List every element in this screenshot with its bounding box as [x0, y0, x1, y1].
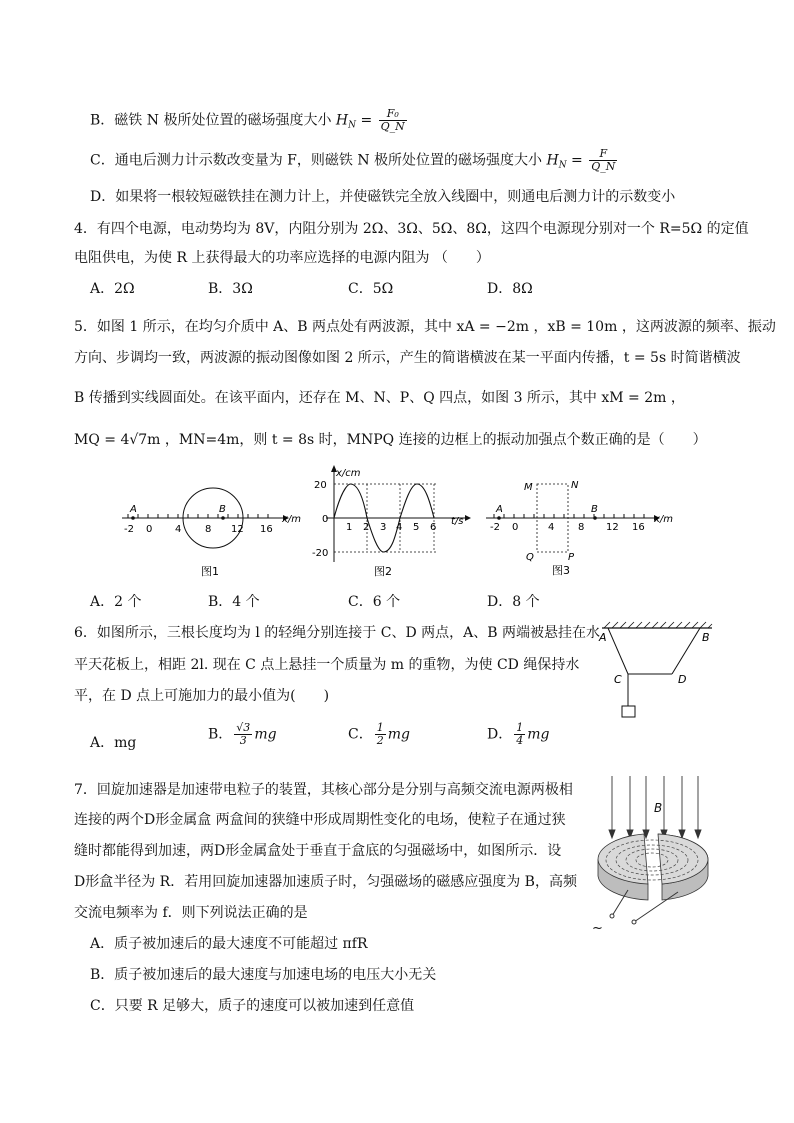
q6-figure: [594, 620, 720, 724]
q5-stem-line4: MQ = 4√7m ，MN=4m，则 t = 8s 时，MNPQ 连接的边框上的振动加强点个数正确的是（ ）: [74, 432, 707, 448]
fig2-x-unit: t/s: [451, 516, 464, 527]
q4-stem-line2: 电阻供电，为使 R 上获得最大的功率应选择的电源内阻为 （ ）: [74, 250, 490, 266]
q5-figure-3: [482, 470, 682, 586]
q4-option-b: B．3Ω: [208, 281, 253, 297]
q7-fig-ac-symbol: ~: [592, 921, 603, 936]
q6-stem-line1: 6．如图所示，三根长度均为 l 的轻绳分别连接于 C、D 两点，A、B 两端被悬挂在水: [74, 625, 600, 641]
fig1-tick: 12: [231, 524, 244, 535]
q4-option-d: D．8Ω: [487, 281, 533, 297]
q3-option-c-fraction: [589, 148, 617, 173]
q3-option-c-text: C．通电后测力计示数改变量为 F，则磁铁 N 极所处位置的磁场强度大小: [90, 152, 543, 169]
q3-option-b-var: H: [335, 112, 349, 129]
q6-option-d-unit: mg: [527, 726, 550, 743]
fig3-tick: 0: [512, 522, 519, 533]
q7-stem-line4: D形盒半径为 R．若用回旋加速器加速质子时，匀强磁场的磁感应强度为 B，高频: [74, 874, 577, 890]
fig3-label-b: B: [591, 504, 598, 515]
q6-option-c-prefix: C．: [348, 726, 373, 743]
fig3-axis-unit: x/m: [654, 514, 674, 525]
q6-option-c: [348, 722, 410, 747]
fig1-label-b: B: [219, 504, 226, 515]
q5-option-d: D．8 个: [487, 594, 540, 610]
q6-option-c-unit: mg: [387, 726, 410, 743]
q4-option-a: A．2Ω: [90, 281, 135, 297]
fig3-label-p: P: [568, 552, 575, 563]
fig1-tick: -2: [124, 524, 134, 535]
fig1-caption: 图1: [201, 565, 219, 578]
q7-option-b: B．质子被加速后的最大速度与加速电场的电压大小无关: [90, 967, 437, 983]
q7-option-c: C．只要 R 足够大，质子的速度可以被加速到任意值: [90, 998, 415, 1014]
q6-option-b-unit: mg: [254, 726, 277, 743]
fig1-tick: 4: [175, 524, 182, 535]
q5-stem-line3: B 传播到实线圆面处。在该平面内，还存在 M、N、P、Q 四点，如图 3 所示，其中 xM = 2m ，: [74, 390, 685, 406]
fig3-label-a: A: [496, 504, 503, 515]
fig2-y-tick: -20: [312, 548, 329, 559]
q4-option-c: C．5Ω: [348, 281, 394, 297]
q6-option-b-fraction: [234, 722, 252, 747]
fig2-x-tick: 3: [380, 522, 387, 533]
q5-stem-line1: 5．如图 1 所示，在均匀介质中 A、B 两点处有两波源，其中 xA = −2m ，xB = 10m ，这两波源的频率、振动: [74, 319, 776, 335]
q7-option-a: A．质子被加速后的最大速度不可能超过 πfR: [90, 936, 368, 952]
q6-option-a: A．mg: [90, 735, 137, 751]
q6-option-c-num: 1: [376, 721, 384, 734]
fig3-label-m: M: [524, 482, 533, 493]
q5-figure-1: [118, 466, 308, 586]
fig2-y-tick: 0: [322, 514, 329, 525]
q6-option-c-fraction: [375, 722, 386, 747]
q6-fig-label-c: C: [614, 673, 622, 686]
q6-option-c-den: 2: [376, 734, 384, 747]
q3-option-b-den: Q_N: [380, 120, 405, 133]
q6-fig-label-d: D: [678, 673, 687, 686]
q5-option-c: C．6 个: [348, 594, 401, 610]
fig2-x-tick: 1: [346, 522, 353, 533]
q3-option-b-text: B．磁铁 N 极所处位置的磁场强度大小: [90, 112, 332, 129]
q5-option-b: B．4 个: [208, 594, 260, 610]
fig2-x-tick: 4: [396, 522, 403, 533]
fig3-label-n: N: [571, 480, 579, 491]
q7-fig-label-b: B: [654, 801, 663, 815]
q3-option-c-den: Q_N: [591, 160, 616, 173]
fig1-label-a: A: [130, 504, 137, 515]
fig3-label-q: Q: [526, 552, 534, 563]
fig3-tick: 12: [606, 522, 619, 533]
fig3-caption: 图3: [552, 564, 570, 577]
q6-option-b-num: √3: [236, 721, 251, 734]
q3-option-c: [90, 148, 619, 176]
q7-stem-line1: 7．回旋加速器是加速带电粒子的装置，其核心部分是分别与高频交流电源两极相: [74, 782, 573, 798]
fig3-tick: 4: [548, 522, 555, 533]
fig3-tick: 16: [632, 522, 645, 533]
q6-option-b-den: 3: [239, 734, 247, 747]
q6-stem-line2: 平天花板上，相距 2l. 现在 C 点上悬挂一个质量为 m 的重物，为使 CD 绳保持水: [74, 657, 580, 673]
fig2-x-tick: 2: [363, 522, 370, 533]
q3-option-b-num: F₀: [379, 108, 407, 121]
q6-option-d-num: 1: [516, 721, 524, 734]
q7-cyclotron-figure: [582, 772, 720, 936]
q5-stem-line2: 方向、步调均一致，两波源的振动图像如图 2 所示，产生的简谐横波在某一平面内传播，t = 5s 时简谐横波: [74, 350, 741, 366]
q6-option-b: [208, 722, 277, 747]
q3-option-c-num: F: [589, 148, 617, 161]
fig1-axis-unit: x/m: [282, 514, 302, 525]
q3-option-b-fraction: [379, 108, 407, 133]
q7-stem-line5: 交流电频率为 f．则下列说法正确的是: [74, 905, 308, 921]
q3-option-b: [90, 108, 409, 136]
fig2-y-tick: 20: [314, 480, 327, 491]
q6-stem-line3: 平，在 D 点上可施加力的最小值为( ): [74, 688, 330, 704]
fig3-tick: 8: [578, 522, 585, 533]
fig1-tick: 0: [146, 524, 153, 535]
q5-option-a: A．2 个: [90, 594, 142, 610]
fig2-x-tick: 5: [413, 522, 420, 533]
q6-option-d-fraction: [514, 722, 525, 747]
fig2-y-unit: x/cm: [336, 468, 361, 479]
fig1-tick: 16: [260, 524, 273, 535]
q3-option-c-eq: =: [566, 152, 588, 169]
q3-option-d: D．如果将一根较短磁铁挂在测力计上，并使磁铁完全放入线圈中，则通电后测力计的示数变小: [90, 189, 676, 205]
fig3-tick: -2: [490, 522, 500, 533]
q4-stem-line1: 4．有四个电源，电动势均为 8V，内阻分别为 2Ω、3Ω、5Ω、8Ω，这四个电源现分别对一个 R=5Ω 的定值: [74, 221, 749, 237]
fig2-caption: 图2: [374, 565, 392, 578]
q3-option-c-sub: N: [558, 160, 567, 171]
q6-fig-label-b: B: [702, 631, 710, 644]
q6-fig-label-a: A: [599, 631, 607, 644]
q6-option-b-prefix: B．: [208, 726, 233, 743]
q5-figure-2: [308, 462, 478, 586]
q6-option-d-prefix: D．: [487, 726, 513, 743]
fig2-x-tick: 6: [430, 522, 437, 533]
q6-option-d-den: 4: [516, 734, 524, 747]
q3-option-b-eq: =: [356, 112, 377, 129]
fig1-tick: 8: [205, 524, 212, 535]
q7-stem-line3: 缝时都能得到加速，两D形金属盒处于垂直于盒底的匀强磁场中，如图所示．设: [74, 843, 562, 859]
q3-option-c-var: H: [546, 152, 559, 169]
q7-stem-line2: 连接的两个D形金属盒 两盒间的狭缝中形成周期性变化的电场，使粒子在通过狭: [74, 812, 566, 828]
q3-option-b-sub: N: [348, 120, 356, 131]
q6-option-d: [487, 722, 549, 747]
